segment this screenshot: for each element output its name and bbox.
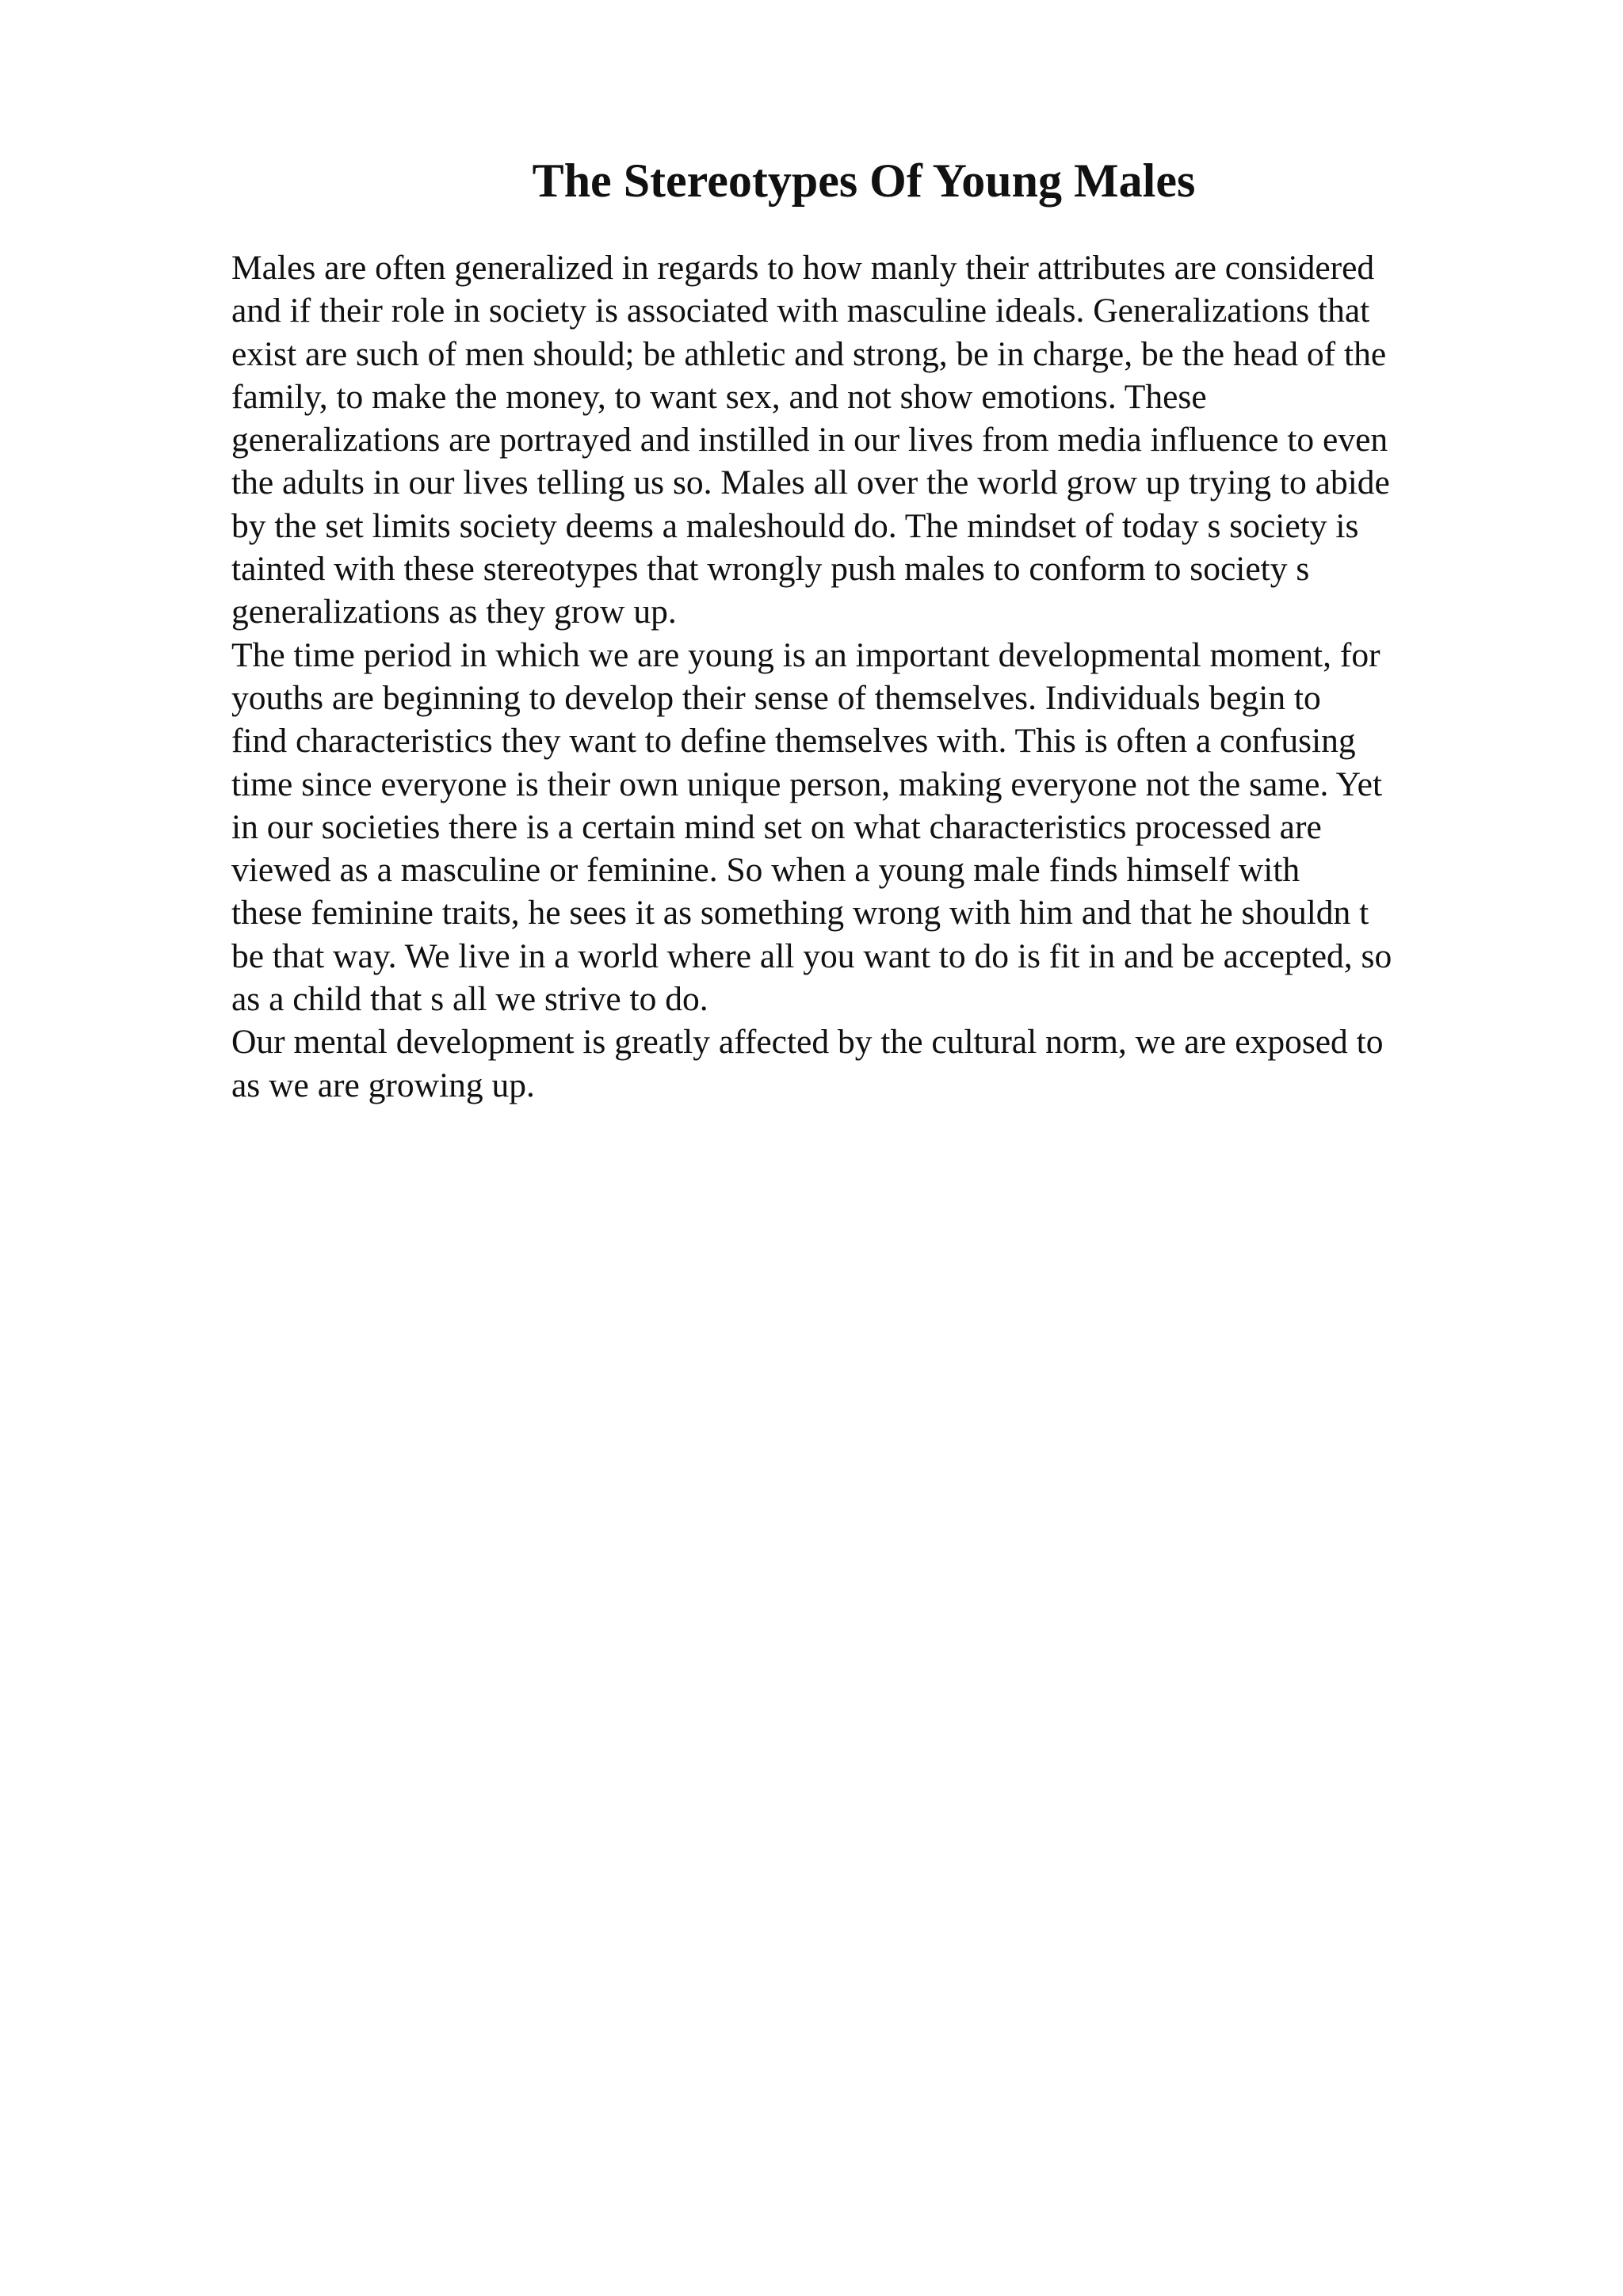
body-line: as a child that s all we strive to do.	[231, 980, 708, 1019]
body-line: in our societies there is a certain mind set on what characteristics processed are	[231, 807, 1322, 846]
body-line: tainted with these stereotypes that wrongly push males to conform to society s	[231, 550, 1310, 589]
body-line: viewed as a masculine or feminine. So when a young male finds himself with	[231, 851, 1300, 890]
body-line: family, to make the money, to want sex, and not show emotions. These	[231, 377, 1207, 416]
body-line: time since everyone is their own unique person, making everyone not the same. Yet	[231, 765, 1383, 803]
body-line: and if their role in society is associated with masculine ideals. Generalizations that	[231, 292, 1370, 330]
body-line: the adults in our lives telling us so. Males all over the world grow up trying to abide	[231, 463, 1390, 502]
document-title: The Stereotypes Of Young Males	[532, 154, 1196, 207]
body-line: as we are growing up.	[231, 1066, 535, 1104]
document-body	[231, 246, 1515, 1107]
body-line: generalizations as they grow up.	[231, 593, 677, 631]
body-line: these feminine traits, he sees it as something wrong with him and that he shouldn t	[231, 894, 1369, 933]
body-line: exist are such of men should; be athletic and strong, be in charge, be the head of the	[231, 334, 1387, 373]
body-line: by the set limits society deems a maleshould do. The mindset of today s society is	[231, 506, 1359, 545]
body-line: The time period in which we are young is an important developmental moment, for	[231, 635, 1381, 674]
body-line: find characteristics they want to define themselves with. This is often a confusing	[231, 722, 1356, 761]
body-line: youths are beginning to develop their sense of themselves. Individuals begin to	[231, 678, 1321, 717]
body-line: generalizations are portrayed and instilled in our lives from media influence to even	[231, 421, 1388, 460]
body-line: Males are often generalized in regards to how manly their attributes are considered	[231, 249, 1375, 287]
body-line: Our mental development is greatly affected by the cultural norm, we are exposed to	[231, 1023, 1384, 1062]
body-line: be that way. We live in a world where all you want to do is fit in and be accepted, so	[231, 936, 1392, 975]
